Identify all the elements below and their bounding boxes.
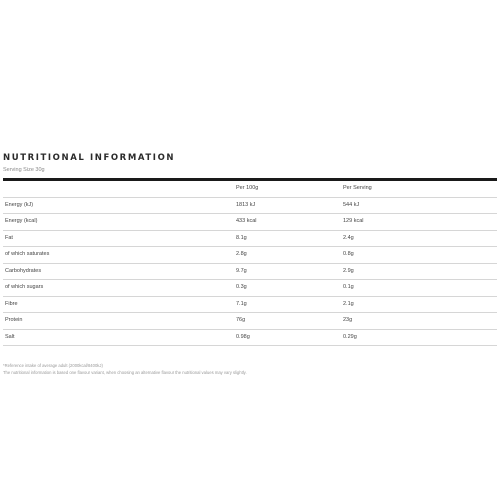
per-serving-value: 544 kJ: [343, 201, 360, 208]
per-serving-value: 0.1g: [343, 284, 354, 290]
table-row: [3, 313, 497, 330]
table-header-row: [3, 181, 497, 197]
per-100g-value: 2.8g: [236, 251, 247, 257]
table-row: [3, 280, 497, 297]
column-header-nutrient: [3, 181, 234, 197]
per-serving-value: 0.8g: [343, 251, 354, 257]
footnote-reference-intake: *Reference intake of average adult (2000kcal/8400kJ): [3, 363, 103, 368]
nutrient-name: Protein: [5, 317, 23, 323]
nutrient-name: of which sugars: [5, 284, 44, 290]
per-100g-value: 8.1g: [236, 234, 247, 241]
nutrient-name: Fat: [5, 234, 13, 241]
per-100g-value: 0.98g: [236, 333, 250, 340]
table-row: [3, 329, 497, 346]
per-serving-value: 2.9g: [343, 267, 354, 274]
nutrition-table: [3, 181, 497, 346]
per-100g-value: 433 kcal: [236, 218, 257, 224]
nutrition-panel: [3, 153, 497, 376]
per-100g-value: 76g: [236, 317, 246, 323]
nutrient-name: Carbohydrates: [5, 267, 42, 274]
nutrient-name: Energy (kcal): [5, 218, 38, 224]
per-serving-value: 23g: [343, 317, 353, 323]
per-serving-value: 2.1g: [343, 300, 354, 307]
footnote-flavour-variance: The nutritional information is based one flavour variant, when choosing an alternative flavour the nutritional values may vary slightly.: [3, 369, 247, 375]
per-serving-value: 0.29g: [343, 333, 357, 340]
nutrient-name: Salt: [5, 333, 15, 340]
table-row: [3, 197, 497, 214]
nutrient-name: Fibre: [5, 300, 18, 307]
serving-size-label: Serving Size 30g: [3, 167, 45, 173]
footnotes: [3, 363, 497, 376]
column-header-per-serving: Per Serving: [343, 185, 372, 191]
table-row: [3, 230, 497, 247]
per-serving-value: 129 kcal: [343, 218, 364, 224]
table-row: [3, 214, 497, 231]
per-100g-value: 7.1g: [236, 300, 247, 307]
panel-title: NUTRITIONAL INFORMATION: [3, 153, 176, 163]
per-100g-value: 0.3g: [236, 284, 247, 290]
nutrient-name: Energy (kJ): [5, 201, 34, 208]
per-100g-value: 9.7g: [236, 267, 247, 274]
table-row: [3, 247, 497, 264]
per-100g-value: 1813 kJ: [236, 201, 256, 208]
nutrient-name: of which saturates: [5, 251, 50, 257]
table-row: [3, 263, 497, 280]
table-row: [3, 296, 497, 313]
column-header-per-100g: Per 100g: [236, 185, 259, 191]
per-serving-value: 2.4g: [343, 234, 354, 241]
